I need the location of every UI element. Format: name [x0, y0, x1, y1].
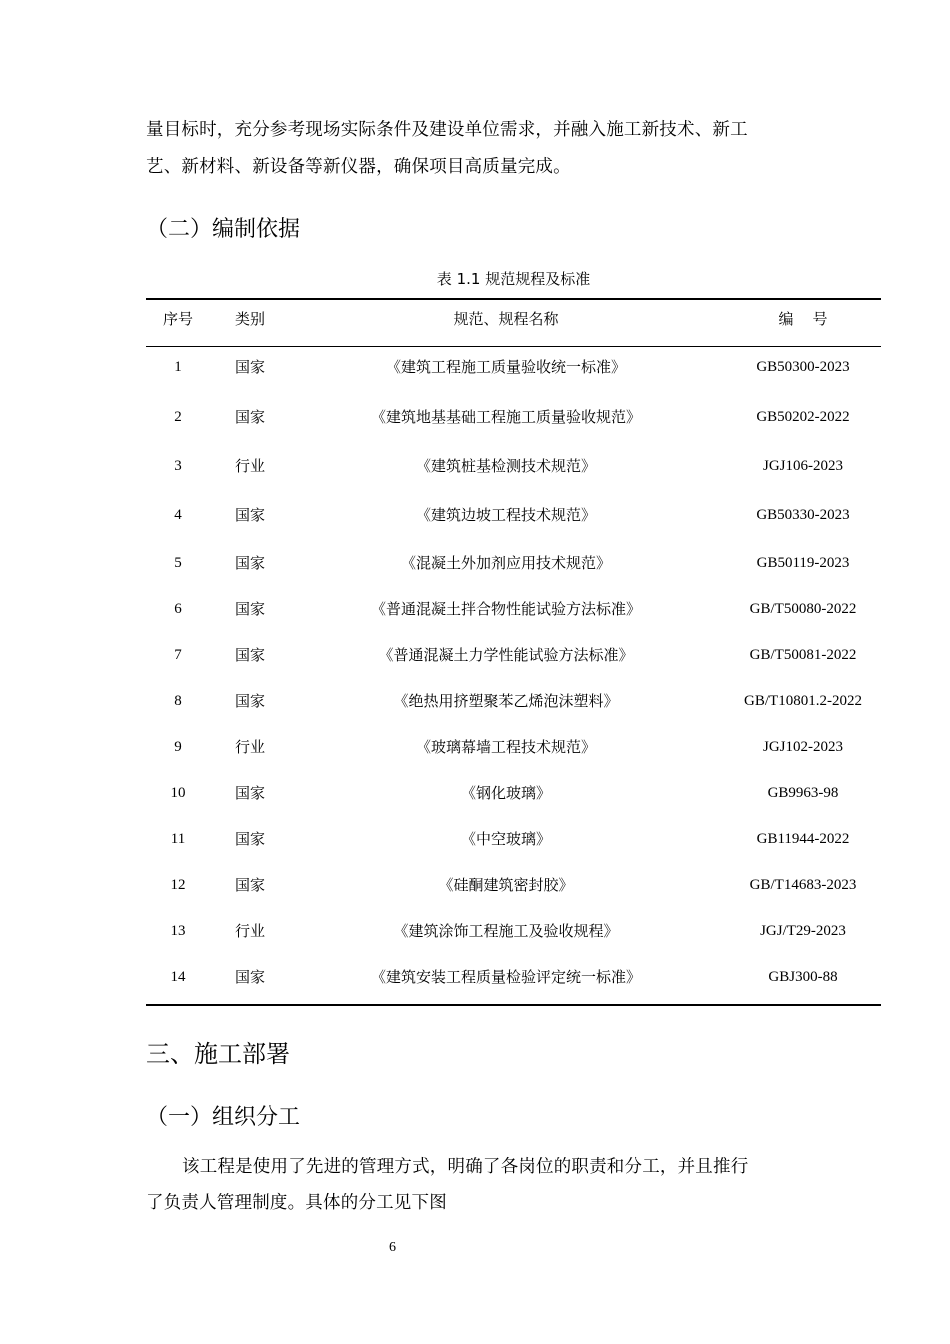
- org-line-1: 该工程是使用了先进的管理方式，明确了各岗位的职责和分工，并且推行: [182, 1157, 749, 1177]
- row-no: 1: [174, 359, 182, 375]
- intro-line-2: 艺、新材料、新设备等新仪器，确保项目高质量完成。: [146, 157, 571, 177]
- row-type: 行业: [235, 738, 266, 756]
- table-row: [146, 597, 881, 621]
- row-type: 国家: [235, 784, 266, 802]
- row-no: 11: [170, 831, 186, 847]
- row-name: 《建筑涂饰工程施工及验收规程》: [393, 922, 619, 940]
- table-header-rule: [146, 346, 881, 347]
- row-type: 国家: [235, 968, 266, 986]
- row-code: GB11944-2022: [756, 831, 850, 847]
- row-code: GB/T10801.2-2022: [744, 693, 862, 709]
- table-row: [146, 965, 881, 989]
- header-type: 类别: [235, 310, 266, 328]
- section-heading-org: （一）组织分工: [146, 1105, 301, 1130]
- page-number: 6: [389, 1240, 396, 1255]
- row-type: 国家: [235, 646, 266, 664]
- row-code: GB50119-2023: [756, 555, 850, 571]
- table-row: [146, 919, 881, 943]
- row-code: GB/T14683-2023: [749, 877, 857, 893]
- table-row: [146, 503, 881, 527]
- row-name: 《建筑边坡工程技术规范》: [415, 506, 596, 524]
- intro-line-1: 量目标时，充分参考现场实际条件及建设单位需求，并融入施工新技术、新工: [146, 120, 748, 140]
- row-no: 4: [174, 507, 182, 523]
- row-name: 《建筑工程施工质量验收统一标准》: [385, 358, 626, 376]
- row-type: 国家: [235, 358, 266, 376]
- table-row: [146, 827, 881, 851]
- chapter-heading: 三、施工部署: [146, 1040, 290, 1068]
- row-no: 3: [174, 458, 182, 474]
- row-no: 6: [174, 601, 182, 617]
- section-heading-basis: （二）编制依据: [146, 217, 301, 242]
- row-name: 《建筑安装工程质量检验评定统一标准》: [370, 968, 641, 986]
- org-line-2: 了负责人管理制度。具体的分工见下图: [146, 1193, 447, 1213]
- row-no: 12: [170, 877, 186, 893]
- table-row: [146, 551, 881, 575]
- table-row: [146, 781, 881, 805]
- table-row: [146, 643, 881, 667]
- row-name: 《建筑地基基础工程施工质量验收规范》: [370, 408, 641, 426]
- table-row: [146, 689, 881, 713]
- table-caption: 表 1.1 规范规程及标准: [436, 270, 591, 288]
- table-row: [146, 735, 881, 759]
- row-code: GB50202-2022: [756, 409, 850, 425]
- table-header-row: [146, 307, 881, 331]
- row-type: 国家: [235, 554, 266, 572]
- row-type: 行业: [235, 457, 266, 475]
- row-no: 2: [174, 409, 182, 425]
- row-name: 《建筑桩基检测技术规范》: [415, 457, 596, 475]
- table-top-rule: [146, 298, 881, 300]
- row-type: 国家: [235, 876, 266, 894]
- row-code: GB50330-2023: [756, 507, 850, 523]
- table-row: [146, 405, 881, 429]
- row-code: GB/T50080-2022: [749, 601, 857, 617]
- table-row: [146, 355, 881, 379]
- row-type: 国家: [235, 408, 266, 426]
- row-no: 13: [170, 923, 186, 939]
- row-name: 《钢化玻璃》: [460, 784, 551, 802]
- row-code: GB50300-2023: [756, 359, 850, 375]
- row-type: 国家: [235, 600, 266, 618]
- row-code: GB9963-98: [767, 785, 839, 801]
- row-type: 国家: [235, 830, 266, 848]
- row-type: 国家: [235, 506, 266, 524]
- row-no: 9: [174, 739, 182, 755]
- row-name: 《中空玻璃》: [460, 830, 551, 848]
- header-name: 规范、规程名称: [453, 310, 559, 328]
- row-code: JGJ102-2023: [762, 739, 843, 755]
- row-name: 《绝热用挤塑聚苯乙烯泡沫塑料》: [393, 692, 619, 710]
- row-no: 7: [174, 647, 182, 663]
- row-code: JGJ/T29-2023: [760, 923, 846, 939]
- table-bottom-rule: [146, 1004, 881, 1006]
- table-row: [146, 873, 881, 897]
- row-name: 《普通混凝土力学性能试验方法标准》: [378, 646, 634, 664]
- row-name: 《玻璃幕墙工程技术规范》: [415, 738, 596, 756]
- row-name: 《普通混凝土拌合物性能试验方法标准》: [370, 600, 641, 618]
- row-type: 行业: [235, 922, 266, 940]
- header-code: 编 号: [778, 310, 828, 328]
- row-name: 《混凝土外加剂应用技术规范》: [400, 554, 611, 572]
- row-no: 5: [174, 555, 182, 571]
- row-code: JGJ106-2023: [762, 458, 843, 474]
- header-no: 序号: [162, 310, 193, 328]
- table-row: [146, 454, 881, 478]
- row-code: GBJ300-88: [768, 969, 838, 985]
- row-type: 国家: [235, 692, 266, 710]
- row-no: 10: [170, 785, 186, 801]
- row-no: 8: [174, 693, 182, 709]
- row-no: 14: [170, 969, 186, 985]
- row-code: GB/T50081-2022: [749, 647, 857, 663]
- row-name: 《硅酮建筑密封胶》: [438, 876, 574, 894]
